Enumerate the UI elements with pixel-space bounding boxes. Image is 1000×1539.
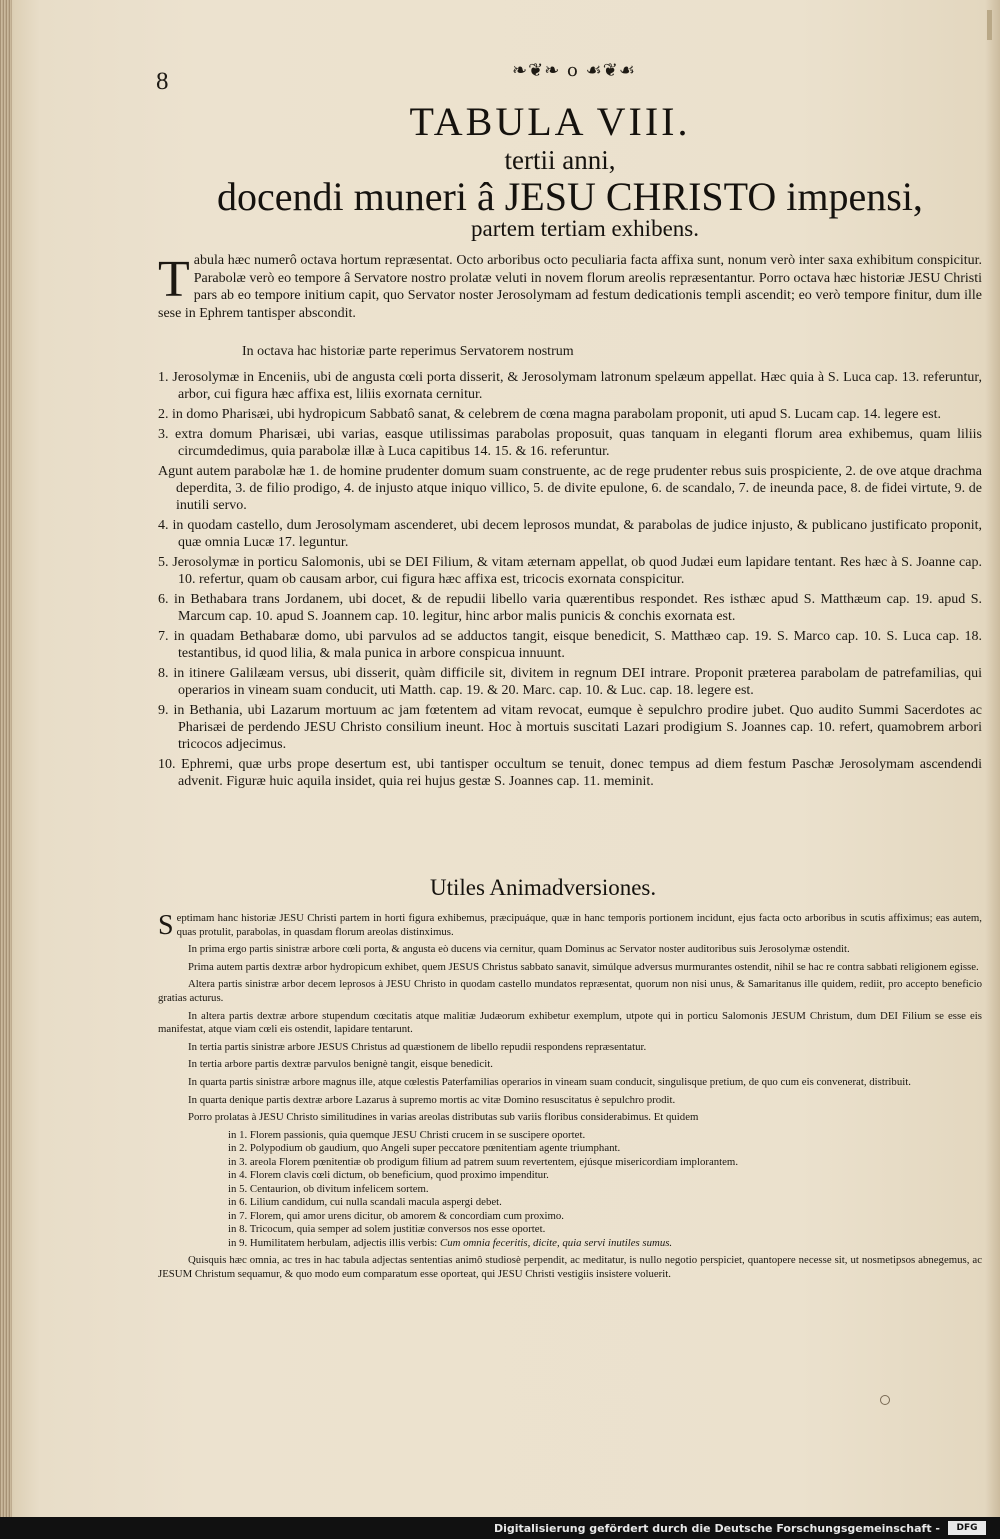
list-item: in 3. areola Florem pœnitentiæ ob prodigum filium ad patrem suum revertentem, ejúsque misericordiam implorantem. xyxy=(228,1155,739,1168)
list-item: in 6. Lilium candidum, cui nulla scandali macula aspergi debet. xyxy=(228,1196,502,1209)
flowers-list xyxy=(228,1129,982,1251)
footer-bar xyxy=(0,1517,1000,1539)
paragraph: In tertia arbore partis dextræ parvulos benignè tangit, eisque benedicit. xyxy=(188,1058,493,1071)
parables-paragraph: Agunt autem parabolæ hæ 1. de homine prudenter domum suam construente, ac de rege prudenter rebus suis prospiciente, 2. de ove atque drachma deperdita, 3. de filio prodigo, 4. de injusto atque iniquo villico, 5. de divite epulone, 6. de scandalo, 7. de ineunda pace, 8. de fidei virtute, 9. de inutili servo. xyxy=(158,464,982,513)
paragraph: In altera partis dextræ arbore stupendum cœcitatis atque malitiæ Judæorum exhibetur exemplum, utpote qui in porticu Salomonis JESUM Christum, dum DEI Filium se esse eis manifestat, atque viam cœli eis ostendit, lapidare tentarunt. xyxy=(158,1009,982,1036)
list-item: 7. in quadam Bethabaræ domo, ubi parvulos ad se adductos tangit, eisque benedicit, S. Matthæo cap. 19. S. Marco cap. 10. S. Luca cap. 18. testantibus, id quod lilia, & mala punica in arbore conspicua innuunt. xyxy=(158,629,982,661)
list-item: 8. in itinere Galilæam versus, ubi disserit, quàm difficile sit, divitem in regnum DEI intrare. Proponit præterea parabolam de patrefamilias, qui operarios in vineam suam conducit, uti Matth. cap. 19. & 20. Marc. cap. 10. & Luc. cap. 18. legere est. xyxy=(158,666,982,698)
paragraph: Altera partis sinistræ arbor decem leprosos à JESU Christo in quodam castello mundatos repræsentat, quorum non nisi unus, & Samaritanus ille quidem, rediit, pro accepto beneficio gratias acturus. xyxy=(158,978,982,1004)
footer-text: Digitalisierung gefördert durch die Deutsche Forschungsgemeinschaft - xyxy=(493,1522,940,1535)
list-item: 4. in quodam castello, dum Jerosolymam ascenderet, ubi decem leprosos mundat, & parabolas de judice injusto, & publicano justificato proponit, quæ omnia Lucæ 17. leguntur. xyxy=(158,518,982,550)
drop-cap-2: S xyxy=(158,910,174,941)
paragraph: Porro prolatas à JESU Christo similitudines in varias areolas distributas sub variis floribus considerabimus. Et quidem xyxy=(188,1111,699,1124)
page-title: TABULA VIII. xyxy=(409,99,691,144)
list-item: in 1. Florem passionis, quia quemque JESU Christi crucem in se suscipere oportet. xyxy=(228,1128,586,1141)
ornament-center: o xyxy=(567,60,579,81)
items-list xyxy=(158,369,982,793)
list-item: 3. extra domum Pharisæi, ubi varias, easque utilissimas parabolas proposuit, quas tanquam in eleganti florum area exhibemus, quam liliis circumdedimus, quia parabolæ illæ à Luca capitibus 14. 15. & 16. referuntur. xyxy=(158,427,982,459)
ornament-left-icon: ❧❦❧ xyxy=(512,60,561,81)
list-item: in 4. Florem clavis cœli dictum, ob beneficium, quod proximo impenditur. xyxy=(228,1169,549,1182)
page-leaves-edge xyxy=(0,0,12,1539)
paragraph: Septimam hanc historiæ JESU Christi partem in horti figura exhibemus, præcipuáque, quæ in hanc temporis portionem incidunt, ejus facta octo arboribus in scutis affiximus; eas autem, quas protulit, parabolas, in quasdam florum areolas distinximus. xyxy=(158,910,982,941)
list-item: in 9. Humilitatem herbulam, adjectis illis verbis: Cum omnia feceritis, dicite, quia servi inutiles sumus. xyxy=(228,1236,673,1249)
subtitle-3: partem tertiam exhibens. xyxy=(470,216,699,241)
stain-mark xyxy=(880,1395,890,1405)
list-item: 6. in Bethabara trans Jordanem, ubi docet, & de repudii libello varia quærentibus respondet. Res isthæc apud S. Matthæum cap. 19. apud S. Marcum cap. 10. apud S. Joannem cap. 10. legitur, hinc arbor malis punicis & conchis exornata est. xyxy=(158,592,982,624)
list-item: 10. Ephremi, quæ urbs prope desertum est, ubi tantisper occultum se tenuit, donec tempus ad diem festum Paschæ Jerosolymam ascendendi advenit. Figuræ huic aquila insidet, quia rei hujus gestæ S. Joannes cap. 11. meminit. xyxy=(158,757,982,789)
paragraph: Prima autem partis dextræ arbor hydropicum exhibet, quem JESUS Christus sabbato sanavit, simúlque adversus murmurantes ostendit, nihil se hac re contra sabbati religionem egisse. xyxy=(188,960,979,973)
list-item: in 8. Tricocum, quia semper ad solem justitiæ conversos nos esse oportet. xyxy=(228,1223,546,1236)
intro-line-2: In octava hac historiæ parte reperimus Servatorem nostrum xyxy=(242,344,574,359)
list-item: 9. in Bethania, ubi Lazarum mortuum ac jam fœtentem ad vitam revocat, eumque è sepulchro prodire jubet. Quo audito Summi Sacerdotes ac Pharisæi de perdendo JESU Christo consilium ineunt. Hoc à mortuis suscitati Lazari prodigium S. Joannes cap. 10. refert, quamobrem arbori tricocos adjecimus. xyxy=(158,703,982,752)
paragraph: In prima ergo partis sinistræ arbore cœli porta, & angusta eò ducens via cernitur, quam Dominus ac Servator noster auditoribus suis Jerosolymæ ostendit. xyxy=(188,943,850,956)
list-item: 1. Jerosolymæ in Enceniis, ubi de angusta cœli porta disserit, & Jerosolymam latronum spelæum appellat. Hæc quia à S. Luca cap. 13. referuntur, arbor, cui figura hæc affixa est, liliis exornata cernitur. xyxy=(158,370,982,402)
paragraph: In quarta partis sinistræ arbore magnus ille, atque cœlestis Paterfamilias operarios in vineam suam conducit, singulisque pretium, de quo cum eis convenerat, distribuit. xyxy=(188,1075,911,1088)
drop-cap: T xyxy=(158,251,190,308)
animadversiones-text xyxy=(158,912,982,1285)
list-item: 5. Jerosolymæ in porticu Salomonis, ubi se DEI Filium, & vitam æternam appellat, ob quod Judæi eum lapidare tentant. Res hæc à S. Joanne cap. 10. refertur, quam ob causam arbor, cui figura hæc affixa est, tricocis exornata conspicitur. xyxy=(158,555,982,587)
closing-paragraph: Quisquis hæc omnia, ac tres in hac tabula adjectas sententias animô studiosè perpendit, ac meditatur, is nullo negotio perspiciet, quantopere necesse sit, ut nosmetipsos abnegemus, ac JESUM Christum sequamur, & quo modo eum comparatum esse oporteat, qui JESU Christi vestigiis insistere voluerit. xyxy=(158,1254,982,1280)
ornament-right-icon: ☙❦☙ xyxy=(585,60,636,81)
list-item: in 5. Centaurion, ob divitum infelicem sortem. xyxy=(228,1182,429,1195)
section-title: Utiles Animadversiones. xyxy=(430,875,657,900)
list-item: in 2. Polypodium ob gaudium, quo Angeli super peccatore pœnitentiam agente triumphant. xyxy=(228,1142,621,1155)
intro-text: abula hæc numerô octava hortum repræsentat. Octo arboribus octo peculiaria facta affixa sunt, nonum verò inter saxa exhibitum conspicitur. Parabolæ verò eo tempore â Servatore nostro prolatæ veluti in novem florum areolis repræsentantur. Porro octava hæc historiæ JESU Christi pars ab eo tempore initium capit, quo Servator noster Jerosolymam ad festum dedicationis templi ascendit; eo verò tempore finitur, dum ille sese in Ephrem tantisper abscondit. xyxy=(158,253,982,321)
paragraph: In tertia partis sinistræ arbore JESUS Christus ad quæstionem de libello repudii respondens repræsentatur. xyxy=(188,1040,647,1053)
header-ornament xyxy=(494,60,654,82)
paragraph: In quarta denique partis dextræ arbore Lazarus à supremo mortis ac vitæ Domino resuscitatus è sepulchro prodit. xyxy=(188,1093,676,1106)
list-item: 2. in domo Pharisæi, ubi hydropicum Sabbatô sanat, & celebrem de cœna magna parabolam proponit, uti apud S. Lucam cap. 14. legere est. xyxy=(158,407,942,422)
subtitle-1: tertii anni, xyxy=(504,145,616,175)
dfg-logo: DFG xyxy=(948,1521,986,1535)
page-number: 8 xyxy=(156,68,169,95)
subtitle-2: docendi muneri â JESU CHRISTO impensi, xyxy=(217,174,923,219)
list-item: in 7. Florem, qui amor urens dicitur, ob amorem & concordiam cum proximo. xyxy=(228,1209,565,1222)
intro-paragraph xyxy=(158,252,982,322)
page-corner xyxy=(987,10,992,40)
